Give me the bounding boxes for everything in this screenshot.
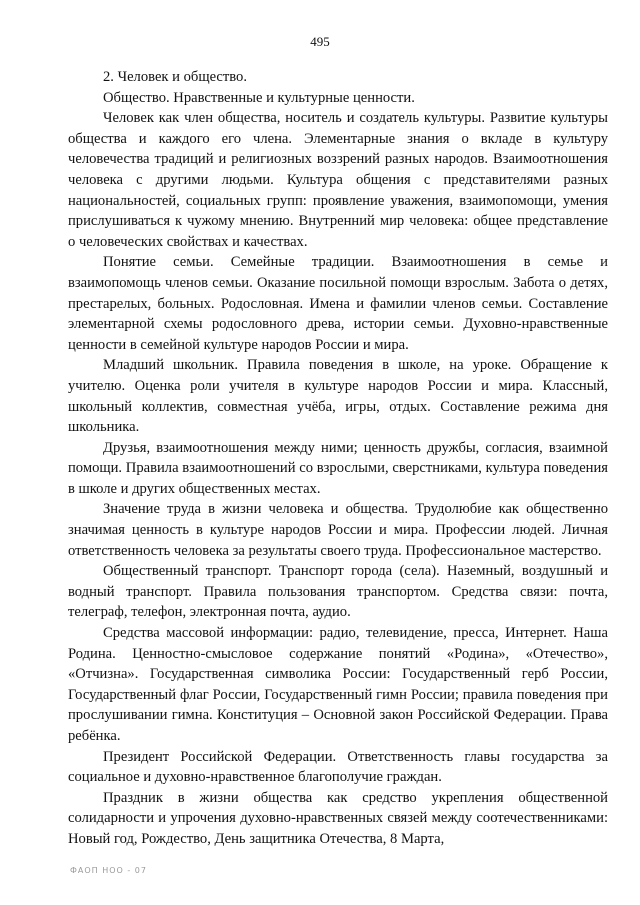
page-number: 495: [310, 34, 330, 49]
paragraph: Президент Российской Федерации. Ответственность главы государства за социальное и духовно-нравственное благополучие граждан.: [68, 748, 608, 786]
paragraph: Значение труда в жизни человека и общества. Трудолюбие как общественно значимая ценность в культуре народов России и мира. Профессии людей. Личная ответственность человека за результаты своего труда. Профессиональное мастерство.: [68, 501, 608, 559]
document-body: [68, 67, 608, 850]
section-title: 2. Человек и общество.: [103, 69, 248, 85]
paragraph: Понятие семьи. Семейные традиции. Взаимоотношения в семье и взаимопомощь членов семьи. Оказание посильной помощи взрослым. Забота о детях, престарелых, больных. Родословная. Имена и фамилии членов семьи. Составление элементарной схемы родословного древа, истории семьи. Духовно-нравственные ценности в семейной культуре народов России и мира.: [68, 254, 608, 353]
paragraph: Младший школьник. Правила поведения в школе, на уроке. Обращение к учителю. Оценка роли учителя в культуре народов России и мира. Классный, школьный коллектив, совместная учёба, игры, отдых. Составление режима дня школьника.: [68, 357, 608, 436]
paragraph: Праздник в жизни общества как средство укрепления общественной солидарности и упрочения духовно-нравственных связей между соотечественниками: Новый год, Рождество, День защитника Отечества, 8 Марта,: [68, 789, 608, 847]
footer-mark: ФАОП НОО - 07: [70, 866, 147, 875]
paragraph: Общественный транспорт. Транспорт города (села). Наземный, воздушный и водный транспорт. Правила пользования транспортом. Средства связи: почта, телеграф, телефон, электронная почта, аудио.: [68, 563, 608, 621]
paragraph: Друзья, взаимоотношения между ними; ценность дружбы, согласия, взаимной помощи. Правила взаимоотношений со взрослыми, сверстниками, культура поведения в школе и других общественных местах.: [68, 439, 608, 497]
subsection-title: Общество. Нравственные и культурные ценности.: [103, 89, 415, 106]
paragraph: Средства массовой информации: радио, телевидение, пресса, Интернет. Наша Родина. Ценностно-смысловое содержание понятий «Родина», «Отечество», «Отчизна». Государственная символика России: Государственный герб России, Государственный флаг России, Государственный гимн России; правила поведения при прослушивании гимна. Конституция – Основной закон Российской Федерации. Права ребёнка.: [68, 625, 608, 744]
paragraph: Человек как член общества, носитель и создатель культуры. Развитие культуры общества и каждого его члена. Элементарные знания о вкладе в культуру человечества традиций и религиозных воззрений разных народов. Взаимоотношения человека с другими людьми. Культура общения с представителями разных национальностей, социальных групп: проявление уважения, взаимопомощи, умения прислушиваться к чужому мнению. Внутренний мир человека: общее представление о человеческих свойствах и качествах.: [68, 110, 608, 250]
